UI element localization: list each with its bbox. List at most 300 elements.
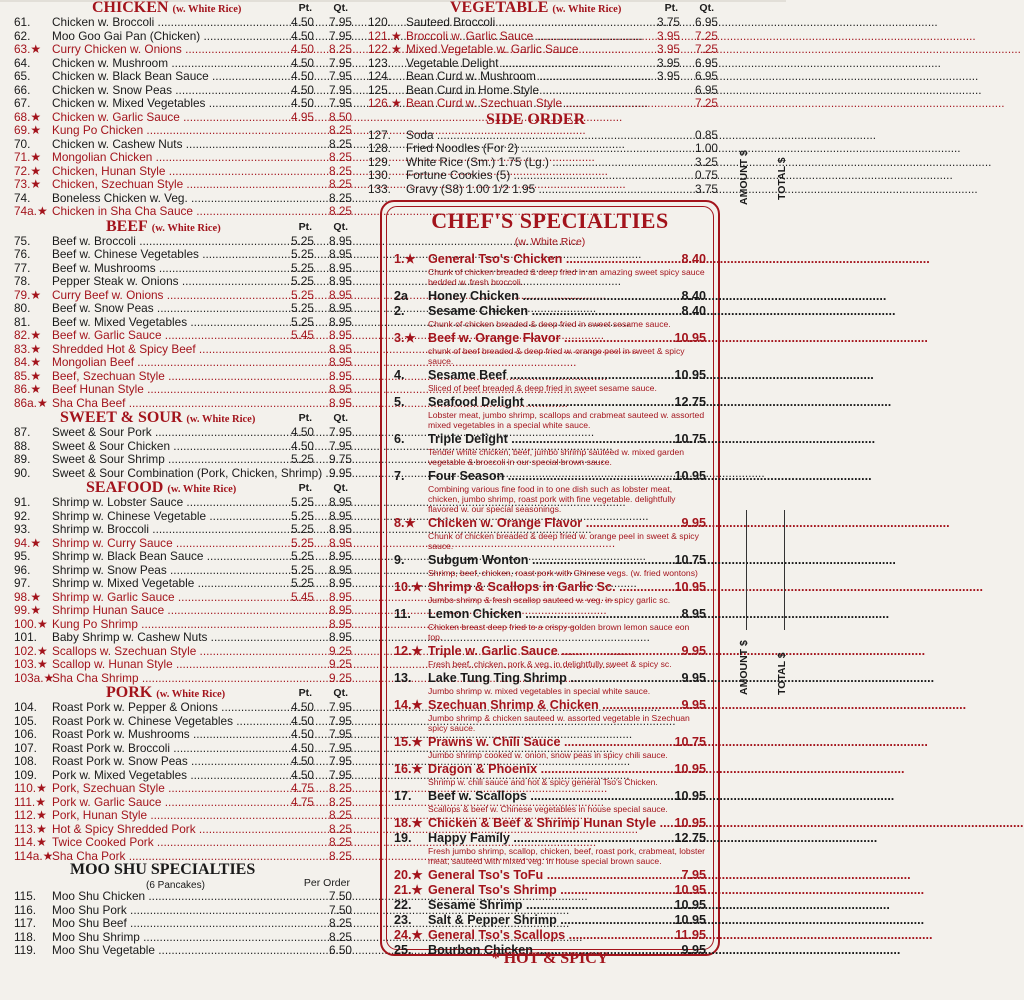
item-number: 108. (14, 754, 37, 768)
item-number: 68.★ (14, 109, 41, 124)
specialty-price: 8.40 (681, 289, 706, 303)
item-pint-price: 3.95 (657, 69, 680, 83)
quart-header: Qt. (333, 2, 348, 14)
section-title: BEEF (106, 217, 148, 235)
menu-item-row (368, 70, 720, 84)
specialty-item (394, 644, 706, 669)
item-quart-price: 6.95 (695, 55, 718, 70)
section-title: SIDE ORDER (486, 110, 586, 128)
item-quart-price: 7.50 (329, 889, 352, 903)
item-name: Mongolian Beef ..... (52, 356, 278, 370)
specialty-description: Fresh beef, chicken, pork & veg. in delightfully sweet & spicy sc. (428, 659, 672, 669)
item-name: Shrimp w. Curry Sauce ..... (52, 537, 278, 551)
item-quart-price: 7.95 (329, 754, 352, 768)
item-number: 62. (14, 28, 31, 43)
item-number: 95. (14, 549, 31, 563)
specialty-item (394, 553, 706, 578)
item-number: 70. (14, 136, 31, 151)
menu-item-row (368, 156, 720, 170)
specialty-row (394, 831, 706, 846)
seafood-list (14, 496, 354, 685)
item-pint-price: 5.25 (291, 562, 314, 577)
item-quart-price: 7.95 (329, 438, 352, 453)
specialty-name: Sesame Beef ..... (428, 368, 664, 383)
item-name: Bean Curd w. Szechuan Style ..... (406, 97, 644, 111)
item-name: Beef w. Mixed Vegetables ..... (52, 316, 278, 330)
specialty-number: 25. (394, 943, 412, 957)
specialty-price: 10.95 (674, 368, 706, 382)
item-quart-price: 9.25 (329, 670, 352, 685)
specialty-name: Bourbon Chicken ..... (428, 943, 664, 958)
specialty-number: 22. (394, 898, 412, 912)
item-name: Shrimp w. Broccoli ..... (52, 523, 278, 537)
item-number: 86.★ (14, 382, 41, 396)
section-header-pork (14, 685, 354, 701)
item-pint-price: 4.95 (291, 109, 314, 124)
menu-item-row (368, 43, 720, 57)
menu-item-row (14, 823, 354, 837)
item-number: 100.★ (14, 616, 48, 631)
item-name: Twice Cooked Pork ..... (52, 836, 278, 850)
specialty-item (394, 432, 706, 467)
specialty-item (394, 469, 706, 514)
item-pint-price: 4.50 (291, 28, 314, 43)
item-name: Shrimp w. Chinese Vegetable ..... (52, 510, 278, 524)
item-name: Shredded Hot & Spicy Beef ..... (52, 343, 278, 357)
item-name: Chicken w. Mushroom ..... (52, 57, 278, 71)
quart-header: Qt. (699, 2, 714, 14)
specialty-number: 21.★ (394, 883, 423, 897)
item-name: Kung Po Chicken ..... (52, 124, 278, 138)
item-quart-price: 8.95 (329, 233, 352, 248)
specialty-price: 12.75 (674, 395, 706, 409)
item-quart-price: 7.95 (329, 55, 352, 70)
item-quart-price: 7.95 (329, 28, 352, 43)
item-name: Chicken w. Black Bean Sauce ..... (52, 70, 278, 84)
specialty-name: Lake Tung Ting Shrimp ..... (428, 671, 664, 686)
chefs-specialties-subtitle: (w. White Rice) (514, 236, 586, 248)
item-name: Curry Beef w. Onions ..... (52, 289, 278, 303)
section-subtitle: (w. White Rice) (552, 4, 622, 15)
specialty-item (394, 671, 706, 696)
menu-item-row (14, 728, 354, 742)
menu-item-row (14, 591, 354, 605)
item-pint-price: 5.25 (291, 260, 314, 275)
item-quart-price: 8.25 (329, 848, 352, 863)
specialty-item (394, 928, 706, 943)
specialty-item (394, 762, 706, 787)
amount-label-top: AMOUNT $ (738, 150, 750, 205)
item-pint-price: 5.25 (291, 549, 314, 563)
specialty-item (394, 898, 706, 913)
item-name: Beef w. Broccoli ..... (52, 235, 278, 249)
item-pint-price: 5.25 (291, 247, 314, 261)
item-quart-price: 8.95 (329, 576, 352, 590)
specialty-price: 10.95 (674, 580, 706, 594)
menu-item-row (14, 453, 354, 467)
item-pint-price: 4.50 (291, 767, 314, 782)
item-number: 118. (14, 929, 37, 944)
specialty-number: 9. (394, 553, 405, 567)
specialty-name: Triple Delight ..... (428, 432, 664, 447)
item-number: 130. (368, 168, 391, 182)
item-number: 84.★ (14, 355, 41, 369)
specialty-name: Dragon & Phoenix ..... (428, 762, 664, 777)
specialty-name: Happy Family ..... (428, 831, 664, 846)
specialty-description: Shrimp, beef, chicken, roast pork with Chinese vegs. (w. fried wontons) (428, 568, 698, 578)
specialty-description: Chunk of chicken breaded & deep fried in an amazing sweet spicy sauce bedded w. fresh broccoli. (428, 267, 705, 287)
item-name: Sauteed Broccoli ..... (406, 16, 644, 30)
item-number: 94.★ (14, 535, 41, 550)
menu-item-row (14, 356, 354, 370)
specialty-item (394, 607, 706, 642)
specialty-number: 8.★ (394, 516, 416, 530)
item-name: Moo Shu Shrimp ..... (52, 931, 278, 945)
item-quart-price: 8.25 (329, 794, 352, 809)
total-write-line (784, 510, 785, 630)
item-name: Beef w. Chinese Vegetables ..... (52, 248, 278, 262)
specialty-row (394, 516, 706, 531)
menu-item-row (14, 467, 354, 481)
item-name: Bean Curd in Home Style ..... (406, 84, 644, 98)
item-quart-price: 8.25 (329, 835, 352, 849)
menu-item-row (14, 316, 354, 330)
menu-item-row (368, 57, 720, 71)
specialty-item (394, 516, 706, 551)
item-quart-price: 7.95 (329, 69, 352, 83)
menu-item-row (14, 343, 354, 357)
specialty-number: 12.★ (394, 644, 423, 658)
item-number: 97. (14, 576, 31, 590)
specialty-price: 9.95 (681, 943, 706, 957)
item-quart-price: 7.95 (329, 767, 352, 782)
pint-header: Pt. (298, 412, 312, 424)
item-number: 116. (14, 902, 37, 917)
specialty-item (394, 252, 706, 287)
item-name: Fried Noodles (For 2) ..... (406, 142, 644, 156)
menu-item-row (14, 111, 354, 125)
item-number: 114.★ (14, 835, 47, 849)
menu-item-row (14, 275, 354, 289)
item-quart-price: 3.25 (695, 154, 718, 169)
specialty-name: Seafood Delight ..... (428, 395, 664, 410)
per-order-header: Per Order (303, 877, 350, 889)
item-number: 107. (14, 740, 37, 755)
item-name: Sha Cha Shrimp ..... (52, 672, 278, 686)
item-name: Soda ..... (406, 129, 644, 143)
item-number: 120. (368, 15, 391, 29)
item-name: Curry Chicken w. Onions ..... (52, 43, 278, 57)
menu-item-row (14, 16, 354, 30)
item-quart-price: 6.95 (695, 15, 718, 29)
item-pint-price: 5.45 (291, 589, 314, 604)
section-header-moo-shu (14, 863, 354, 877)
item-quart-price: 8.25 (329, 42, 352, 56)
item-name: Broccoli w. Garlic Sauce ..... (406, 30, 644, 44)
item-pint-price: 3.95 (657, 55, 680, 70)
specialty-number: 23. (394, 913, 412, 927)
item-number: 99.★ (14, 603, 41, 617)
item-quart-price: 8.25 (329, 190, 352, 205)
total-label-bottom: TOTAL $ (776, 652, 788, 695)
item-quart-price: 8.25 (329, 204, 352, 218)
specialty-price: 10.95 (674, 789, 706, 803)
menu-item-row (14, 383, 354, 397)
item-quart-price: 8.25 (329, 150, 352, 164)
item-quart-price: 9.75 (329, 452, 352, 466)
item-quart-price: 8.95 (329, 589, 352, 604)
menu-item-row (14, 917, 354, 931)
item-name: Baby Shrimp w. Cashew Nuts ..... (52, 631, 278, 645)
item-quart-price: 8.25 (329, 781, 352, 795)
menu-item-row (14, 440, 354, 454)
specialty-row (394, 553, 706, 568)
specialty-number: 2a (394, 289, 409, 303)
item-number: 114a.★ (14, 848, 54, 863)
item-name: Roast Pork w. Pepper & Onions ..... (52, 701, 278, 715)
item-quart-price: 7.95 (329, 713, 352, 728)
item-pint-price: 3.75 (657, 15, 680, 29)
specialty-number: 1.★ (394, 252, 416, 266)
menu-item-row (14, 672, 354, 686)
item-quart-price: 9.25 (329, 643, 352, 658)
menu-item-row (368, 129, 720, 143)
specialty-number: 24.★ (394, 928, 423, 942)
menu-item-row (368, 142, 720, 156)
specialty-description: Jumbo shrimp & fresh scallop sauteed w. veg. in spicy garlic sc. (428, 595, 671, 605)
item-name: Shrimp w. Black Bean Sauce ..... (52, 550, 278, 564)
specialty-description: Fresh jumbo shrimp, scallop, chicken, beef, roast pork, crabmeat, lobster meat, sauteed with mixed veg. in house special brown sauce. (428, 846, 706, 866)
specialty-item (394, 331, 706, 366)
menu-item-row (14, 931, 354, 945)
item-pint-price: 5.25 (291, 274, 314, 288)
pint-header: Pt. (298, 220, 312, 233)
menu-item-row (14, 165, 354, 179)
item-number: 87. (14, 425, 31, 439)
item-name: Vegetable Delight ..... (406, 57, 644, 71)
item-name: Sweet & Sour Chicken ..... (52, 440, 278, 454)
item-number: 105. (14, 713, 37, 728)
item-name: Beef w. Mushrooms ..... (52, 262, 278, 276)
specialty-name: Beef w. Orange Flavor ..... (428, 331, 664, 346)
item-name: Beef w. Garlic Sauce ..... (52, 329, 278, 343)
item-number: 98.★ (14, 589, 41, 604)
specialty-item (394, 698, 706, 733)
specialty-item (394, 735, 706, 760)
item-name: Moo Shu Pork ..... (52, 904, 278, 918)
item-quart-price: 8.95 (329, 287, 352, 302)
item-number: 103a.★ (14, 670, 55, 685)
menu-item-row (14, 248, 354, 262)
specialty-item (394, 368, 706, 393)
item-number: 119. (14, 943, 37, 957)
specialty-item (394, 816, 706, 831)
specialty-row (394, 898, 706, 913)
item-name: Beef, Szechuan Style ..... (52, 370, 278, 384)
menu-item-row (14, 836, 354, 850)
item-number: 74. (14, 190, 31, 205)
item-name: Sweet & Sour Combination (Pork, Chicken, Shrimp) ..... (52, 467, 278, 481)
menu-item-row (14, 809, 354, 823)
specialty-name: Four Season ..... (428, 469, 664, 484)
item-quart-price: 0.75 (695, 168, 718, 182)
specialty-price: 10.95 (674, 913, 706, 927)
item-name: Roast Pork w. Chinese Vegetables ..... (52, 715, 278, 729)
amount-label-bottom: AMOUNT $ (738, 640, 750, 695)
item-number: 78. (14, 274, 31, 288)
specialty-name: Shrimp & Scallops in Garlic Sc. ..... (428, 580, 664, 595)
item-name: Beef w. Snow Peas ..... (52, 302, 278, 316)
item-quart-price: 8.95 (329, 395, 352, 410)
item-pint-price: 4.50 (291, 425, 314, 439)
item-name: Mongolian Chicken ..... (52, 151, 278, 165)
menu-item-row (14, 904, 354, 918)
item-number: 90. (14, 465, 31, 480)
menu-item-row (14, 30, 354, 44)
item-number: 83.★ (14, 341, 41, 356)
item-quart-price: 7.95 (329, 96, 352, 110)
specialty-name: Chicken w. Orange Flavor ..... (428, 516, 664, 531)
menu-item-row (14, 329, 354, 343)
item-pint-price: 4.50 (291, 42, 314, 56)
specialty-row (394, 644, 706, 659)
item-number: 88. (14, 438, 31, 453)
specialty-price: 11.95 (675, 928, 706, 942)
item-number: 73.★ (14, 177, 41, 191)
item-name: Roast Pork w. Snow Peas ..... (52, 755, 278, 769)
item-number: 111.★ (14, 794, 46, 809)
menu-item-row (14, 496, 354, 510)
item-number: 121.★ (368, 28, 402, 43)
item-number: 69.★ (14, 123, 41, 137)
specialty-price: 9.95 (681, 516, 706, 530)
specialty-number: 20.★ (394, 868, 423, 882)
specialty-name: Lemon Chicken ..... (428, 607, 664, 622)
item-quart-price: 8.95 (329, 382, 352, 396)
specialty-name: General Tso's Shrimp ..... (428, 883, 664, 898)
item-name: Shrimp w. Snow Peas ..... (52, 564, 278, 578)
specialty-description: Combining various fine food in to one dish such as lobster meat, chicken, jumbo shrimp, roast pork with fine vegetable. delightfully flavored w. our special seasonings. (428, 484, 676, 514)
specialty-row (394, 395, 706, 410)
menu-item-row (14, 97, 354, 111)
pint-header: Pt. (298, 687, 312, 699)
specialty-name: Salt & Pepper Shrimp ..... (428, 913, 664, 928)
item-pint-price: 5.25 (291, 495, 314, 509)
menu-item-row (368, 169, 720, 183)
menu-item-row (14, 604, 354, 618)
menu-item-row (14, 769, 354, 783)
menu-item-row (14, 43, 354, 57)
menu-item-row (14, 890, 354, 904)
item-quart-price: 7.95 (329, 700, 352, 714)
item-quart-price: 3.75 (695, 181, 718, 196)
item-pint-price: 4.50 (291, 82, 314, 97)
specialty-item (394, 580, 706, 605)
item-name: Shrimp w. Garlic Sauce ..... (52, 591, 278, 605)
item-quart-price: 8.50 (329, 109, 352, 124)
item-quart-price: 8.95 (329, 247, 352, 261)
specialty-number: 2. (394, 304, 405, 318)
item-pint-price: 4.50 (291, 96, 314, 110)
item-name: Moo Goo Gai Pan (Chicken) ..... (52, 30, 278, 44)
specialty-description: Chunk of chicken breaded & deep fried w. orange peel in sweet & spicy sauce. (428, 531, 699, 551)
menu-item-row (14, 631, 354, 645)
item-number: 81. (14, 314, 31, 329)
moo-shu-list (14, 890, 354, 958)
item-name: Chicken, Hunan Style ..... (52, 165, 278, 179)
specialty-price: 10.95 (674, 816, 706, 830)
specialty-item (394, 789, 706, 814)
item-name: Sweet & Sour Pork ..... (52, 426, 278, 440)
menu-item-row (14, 564, 354, 578)
item-number: 67. (14, 96, 31, 110)
item-name: Chicken w. Broccoli ..... (52, 16, 278, 30)
item-number: 110.★ (14, 781, 47, 795)
specialty-name: Triple w. Garlic Sauce ..... (428, 644, 664, 659)
item-number: 93. (14, 522, 31, 536)
item-number: 76. (14, 247, 31, 261)
item-quart-price: 8.25 (329, 916, 352, 930)
menu-item-row (14, 205, 354, 219)
menu-item-row (368, 97, 720, 111)
item-name: Moo Shu Vegetable ..... (52, 944, 278, 958)
section-subtitle: (w. White Rice) (156, 689, 226, 700)
section-title: SWEET & SOUR (60, 409, 183, 426)
item-pint-price: 4.50 (291, 754, 314, 768)
item-quart-price: 6.95 (695, 69, 718, 83)
item-number: 133. (368, 181, 391, 196)
menu-item-row (14, 151, 354, 165)
item-number: 129. (368, 154, 391, 169)
menu-item-row (14, 742, 354, 756)
specialty-name: General Tso's Scallops ..... (428, 928, 664, 943)
specialty-name: Chicken & Beef & Shrimp Hunan Style ..... (428, 816, 664, 831)
item-quart-price: 8.25 (329, 821, 352, 836)
section-subtitle: (w. White Rice) (172, 4, 242, 15)
menu-item-row (14, 289, 354, 303)
quart-header: Qt. (333, 687, 348, 699)
item-number: 85.★ (14, 368, 41, 383)
item-pint-price: 5.25 (291, 314, 314, 329)
menu-item-row (14, 658, 354, 672)
item-number: 63.★ (14, 42, 41, 56)
item-number: 66. (14, 82, 31, 97)
specialty-name: General Tso's ToFu ..... (428, 868, 664, 883)
menu-item-row (14, 755, 354, 769)
item-number: 86a.★ (14, 395, 48, 410)
specialty-number: 16.★ (394, 762, 423, 776)
section-subtitle: (6 Pancakes) (146, 880, 205, 891)
specialty-price: 10.95 (674, 762, 706, 776)
specialty-row (394, 816, 706, 831)
item-name: Shrimp Hunan Sauce ..... (52, 604, 278, 618)
item-quart-price: 9.95 (329, 465, 352, 480)
menu-item-row (368, 183, 720, 197)
item-pint-price: 5.25 (291, 452, 314, 466)
specialty-description: chunk of beef breaded & deep fried w. orange peel in sweet & spicy sauce. (428, 346, 685, 366)
section-header-side-order (368, 111, 720, 129)
item-number: 123. (368, 55, 391, 70)
specialty-price: 10.95 (674, 898, 706, 912)
specialty-description: Jumbo shrimp w. mixed vegetables in special white sauce. (428, 686, 651, 696)
specialty-price: 10.95 (674, 331, 706, 345)
item-number: 115. (14, 889, 37, 903)
specialty-number: 7. (394, 469, 405, 483)
total-label-top: TOTAL $ (776, 157, 788, 200)
item-name: Roast Pork w. Mushrooms ..... (52, 728, 278, 742)
item-quart-price: 8.25 (329, 136, 352, 151)
item-quart-price: 8.95 (329, 522, 352, 536)
